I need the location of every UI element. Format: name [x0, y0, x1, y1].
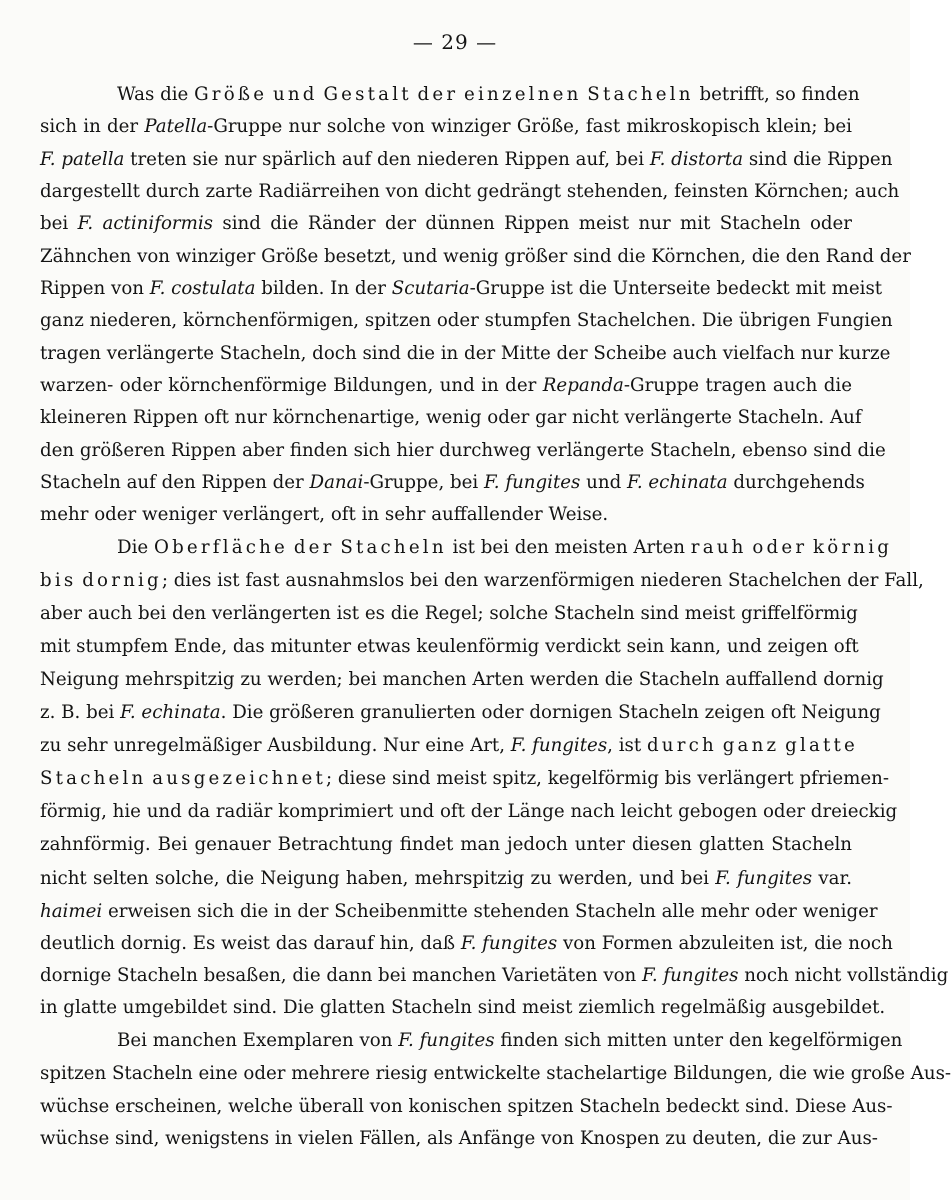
text-line: mit stumpfem Ende, das mitunter etwas keulenförmig verdickt sein kann, und zeigen oft: [40, 636, 859, 657]
text-line: Die Oberfläche der Stacheln ist bei den meisten Arten rauh oder körnig: [117, 537, 893, 558]
text-line: zahnförmig. Bei genauer Betrachtung findet man jedoch unter diesen glatten Stacheln: [40, 834, 852, 855]
text-line: Was die Größe und Gestalt der einzelnen Stacheln betrifft, so finden: [117, 84, 860, 105]
text-line: in glatte umgebildet sind. Die glatten Stacheln sind meist ziemlich regelmäßig ausgebildet.: [40, 997, 886, 1018]
text-line: mehr oder weniger verlängert, oft in sehr auffallender Weise.: [40, 504, 609, 525]
text-line: zu sehr unregelmäßiger Ausbildung. Nur eine Art, F. fungites, ist durch ganz glatte: [40, 735, 858, 756]
text-line: dornige Stacheln besaßen, die dann bei manchen Varietäten von F. fungites noch nicht vollständig: [40, 965, 949, 986]
page-number: — 29 —: [412, 30, 498, 54]
text-line: Bei manchen Exemplaren von F. fungites finden sich mitten unter den kegelförmigen: [117, 1030, 903, 1051]
text-line: Stacheln auf den Rippen der Danai-Gruppe, bei F. fungites und F. echinata durchgehends: [40, 472, 865, 493]
text-line: nicht selten solche, die Neigung haben, mehrspitzig zu werden, und bei F. fungites var.: [40, 868, 852, 889]
text-line: Stacheln ausgezeichnet; diese sind meist spitz, kegelförmig bis verlängert pfriemen-: [40, 768, 890, 789]
text-line: Zähnchen von winziger Größe besetzt, und wenig größer sind die Körnchen, die den Rand der: [40, 246, 911, 267]
text-line: Neigung mehrspitzig zu werden; bei manchen Arten werden die Stacheln auffallend dornig: [40, 669, 884, 690]
text-line: kleineren Rippen oft nur körnchenartige, wenig oder gar nicht verlängerte Stacheln. Auf: [40, 407, 862, 428]
text-line: wüchse erscheinen, welche überall von konischen spitzen Stacheln bedeckt sind. Diese Aus-: [40, 1096, 893, 1117]
text-line: F. patella treten sie nur spärlich auf den niederen Rippen auf, bei F. distorta sind die Rippen: [40, 149, 893, 170]
text-line: spitzen Stacheln eine oder mehrere riesig entwickelte stachelartige Bildungen, die wie große Aus-: [40, 1063, 951, 1084]
text-line: förmig, hie und da radiär komprimiert und oft der Länge nach leicht gebogen oder dreieckig: [40, 801, 898, 822]
text-line: tragen verlängerte Stacheln, doch sind die in der Mitte der Scheibe auch vielfach nur kurze: [40, 343, 891, 364]
text-line: wüchse sind, wenigstens in vielen Fällen, als Anfänge von Knospen zu deuten, die zur Aus-: [40, 1128, 878, 1149]
text-line: z. B. bei F. echinata. Die größeren granulierten oder dornigen Stacheln zeigen oft Neigung: [40, 702, 881, 723]
text-line: bis dornig; dies ist fast ausnahmslos bei den warzenförmigen niederen Stachelchen der Fall,: [40, 570, 924, 591]
text-line: bei F. actiniformis sind die Ränder der dünnen Rippen meist nur mit Stacheln oder: [40, 213, 852, 234]
text-line: aber auch bei den verlängerten ist es die Regel; solche Stacheln sind meist griffelförmig: [40, 603, 858, 624]
text-line: dargestellt durch zarte Radiärreihen von dicht gedrängt stehenden, feinsten Körnchen; auch: [40, 181, 900, 202]
text-line: warzen- oder körnchenförmige Bildungen, und in der Repanda-Gruppe tragen auch die: [40, 375, 852, 396]
text-line: sich in der Patella-Gruppe nur solche von winziger Größe, fast mikroskopisch klein; bei: [40, 116, 853, 137]
text-line: den größeren Rippen aber finden sich hier durchweg verlängerte Stacheln, ebenso sind die: [40, 440, 886, 461]
text-line: deutlich dornig. Es weist das darauf hin, daß F. fungites von Formen abzuleiten ist, die noch: [40, 933, 893, 954]
text-line: Rippen von F. costulata bilden. In der Scutaria-Gruppe ist die Unterseite bedeckt mit meist: [40, 278, 883, 299]
text-line: ganz niederen, körnchenförmigen, spitzen oder stumpfen Stachelchen. Die übrigen Fungien: [40, 310, 893, 331]
text-line: haimei erweisen sich die in der Scheibenmitte stehenden Stacheln alle mehr oder weniger: [40, 901, 878, 922]
